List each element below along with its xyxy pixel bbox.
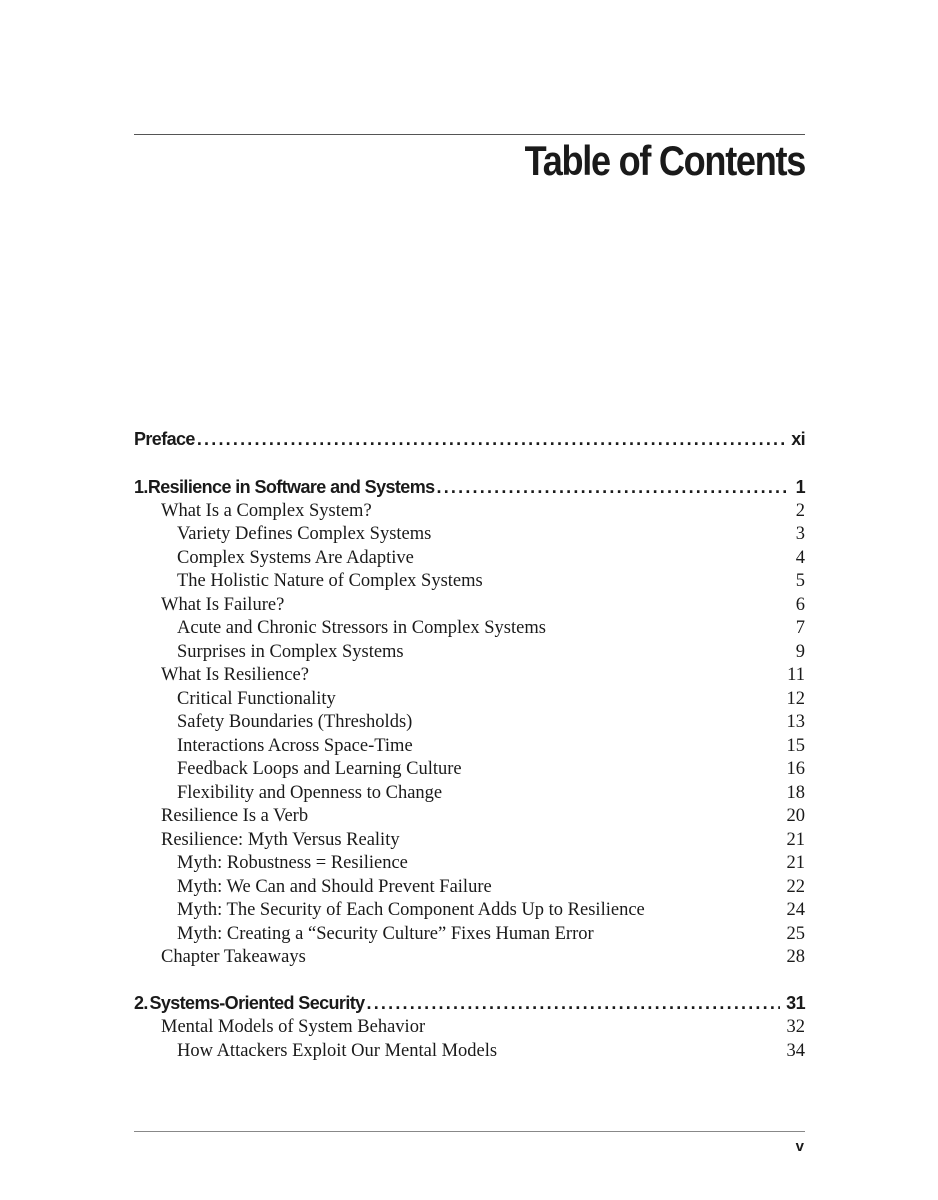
toc-entry[interactable]: [134, 758, 805, 781]
toc-chapter[interactable]: [134, 991, 805, 1015]
toc-entry-page: 21: [786, 830, 805, 850]
toc-entry[interactable]: [134, 523, 805, 546]
toc-entry[interactable]: [134, 500, 805, 523]
toc-entry-page: 18: [786, 783, 805, 803]
toc-entry-label: Myth: Robustness = Resilience: [177, 853, 408, 873]
toc-entry[interactable]: [134, 923, 805, 946]
toc-entry-label: Myth: We Can and Should Prevent Failure: [177, 877, 492, 897]
toc-entry-page: 13: [786, 712, 805, 732]
toc-entry[interactable]: [134, 899, 805, 922]
toc-entry-label: Systems-Oriented Security: [149, 993, 365, 1013]
toc-entry-page: 31: [786, 993, 805, 1013]
bottom-rule: [134, 1131, 805, 1132]
toc-entry-label: Myth: The Security of Each Component Adds Up to Resilience: [177, 900, 645, 920]
toc-entry[interactable]: [134, 1016, 805, 1039]
toc-entry[interactable]: [134, 805, 805, 828]
toc-entry-page: 2: [795, 501, 805, 521]
toc-entry-label: Resilience Is a Verb: [161, 806, 309, 826]
dot-leader: [367, 991, 781, 1015]
toc-chapter[interactable]: [134, 475, 805, 499]
toc-entry-label: Mental Models of System Behavior: [161, 1017, 426, 1037]
toc-entry[interactable]: [134, 782, 805, 805]
toc-entry-label: What Is a Complex System?: [161, 501, 372, 521]
toc-entry-label: Interactions Across Space-Time: [177, 736, 413, 756]
top-rule: [134, 134, 805, 135]
toc-entry[interactable]: [134, 876, 805, 899]
toc-entry[interactable]: [134, 829, 805, 852]
toc-entry-label: What Is Resilience?: [161, 665, 309, 685]
toc-entry[interactable]: [134, 570, 805, 593]
toc-entry-page: 1: [795, 477, 805, 497]
toc-entry-page: 9: [795, 642, 805, 662]
toc-entry-page: xi: [791, 429, 805, 449]
toc-entry[interactable]: [134, 664, 805, 687]
toc-entry-label: Preface: [134, 429, 195, 449]
toc-entry[interactable]: [134, 641, 805, 664]
toc-entry-page: 34: [786, 1041, 805, 1061]
toc-entry-page: 28: [786, 947, 805, 967]
dot-leader: [197, 427, 785, 451]
toc-entry[interactable]: [134, 735, 805, 758]
toc-entry-label: Feedback Loops and Learning Culture: [177, 759, 462, 779]
toc-entry-label: Resilience: Myth Versus Reality: [161, 830, 400, 850]
toc-entry-page: 12: [786, 689, 805, 709]
toc-entry-page: 16: [786, 759, 805, 779]
toc-entry[interactable]: [134, 617, 805, 640]
toc-entry-label: Surprises in Complex Systems: [177, 642, 404, 662]
toc-entry-page: 11: [787, 665, 805, 685]
toc-entry-label: Chapter Takeaways: [161, 947, 306, 967]
toc-entry-label: Myth: Creating a “Security Culture” Fixes Human Error: [177, 924, 594, 944]
toc-entry-page: 22: [786, 877, 805, 897]
chapter-number: 1.: [134, 477, 148, 497]
toc-entry-label: Critical Functionality: [177, 689, 336, 709]
toc-entry[interactable]: [134, 547, 805, 570]
toc-entry-page: 6: [795, 595, 805, 615]
toc-entry-label: Safety Boundaries (Thresholds): [177, 712, 413, 732]
toc-entry-page: 15: [786, 736, 805, 756]
toc-entry[interactable]: [134, 688, 805, 711]
toc-entry[interactable]: [134, 852, 805, 875]
dot-leader: [437, 475, 790, 499]
toc-entry-page: 25: [786, 924, 805, 944]
toc-entry-label: What Is Failure?: [161, 595, 285, 615]
toc-entry[interactable]: [134, 711, 805, 734]
chapter-number: 2.: [134, 993, 148, 1013]
toc-entry-page: 5: [795, 571, 805, 591]
toc-front-matter[interactable]: [134, 427, 805, 451]
toc-entry-page: 7: [795, 618, 805, 638]
toc-entry-label: Variety Defines Complex Systems: [177, 524, 432, 544]
toc-entry[interactable]: [134, 594, 805, 617]
toc-entry-label: Flexibility and Openness to Change: [177, 783, 443, 803]
toc-entry-label: The Holistic Nature of Complex Systems: [177, 571, 483, 591]
toc-entry-page: 20: [786, 806, 805, 826]
toc-entry-label: Acute and Chronic Stressors in Complex Systems: [177, 618, 546, 638]
toc-entry[interactable]: [134, 1040, 805, 1063]
toc-entry-page: 32: [786, 1017, 805, 1037]
toc-entry-page: 3: [795, 524, 805, 544]
toc-entry-label: Resilience in Software and Systems: [147, 477, 435, 497]
toc-entry-label: How Attackers Exploit Our Mental Models: [177, 1041, 498, 1061]
page-number: v: [795, 1138, 804, 1155]
toc-entry-page: 4: [795, 548, 805, 568]
toc-entry-page: 21: [786, 853, 805, 873]
toc-entry-label: Complex Systems Are Adaptive: [177, 548, 414, 568]
page-title: Table of Contents: [524, 137, 805, 184]
toc-entry[interactable]: [134, 946, 805, 969]
toc-entry-page: 24: [786, 900, 805, 920]
